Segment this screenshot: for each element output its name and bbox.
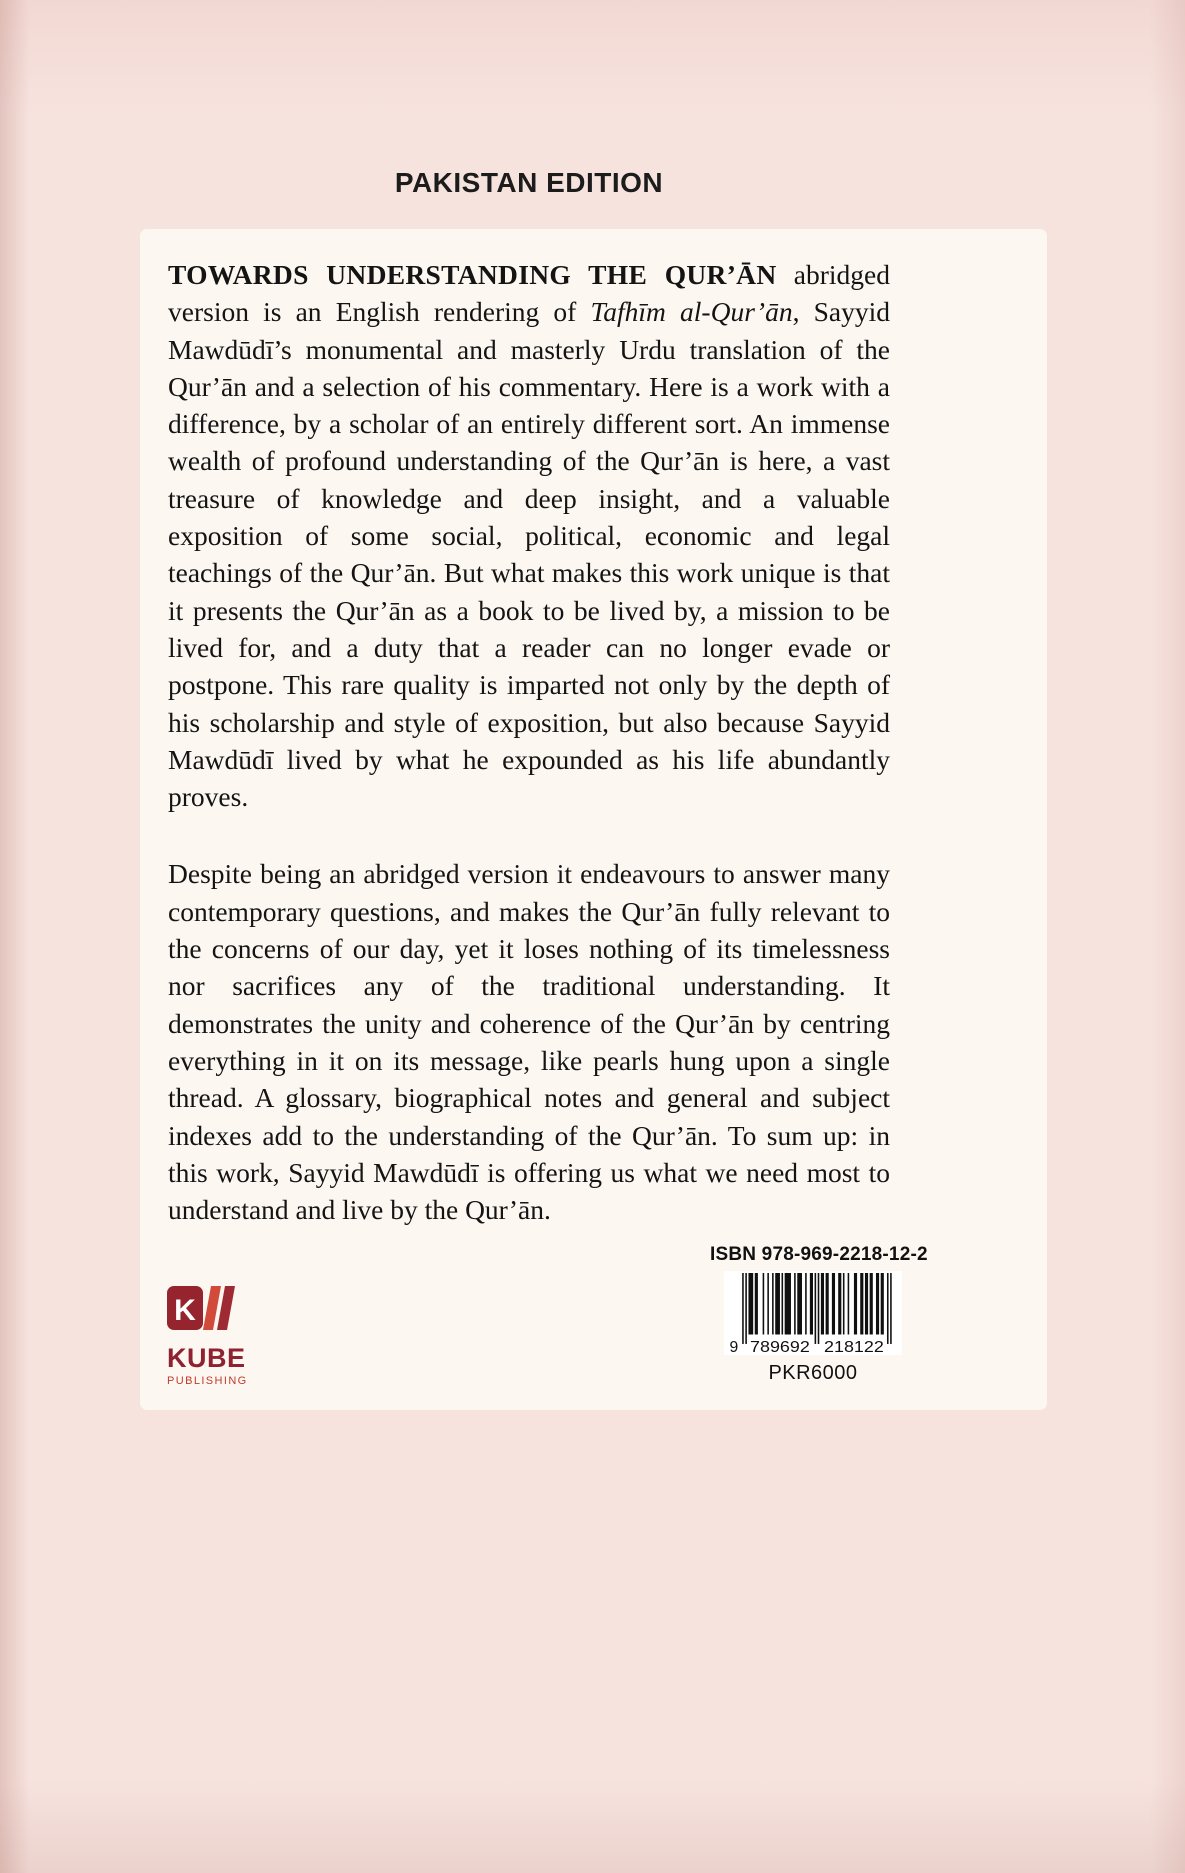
edition-heading: PAKISTAN EDITION — [394, 167, 664, 198]
publisher-name: KUBE — [167, 1343, 246, 1373]
content-panel — [140, 229, 1047, 1410]
tafhim-title: Tafhīm al-Qur’ān — [590, 296, 793, 328]
synopsis-paragraph-2: Despite being an abridged version it endeavours to answer many contemporary questions, and makes the Qur’ān fully relevant to the concerns of our day, yet it loses nothing of its timelessness nor sacrifices any of the traditional understanding. It demonstrates the unity and coherence of the Qur’ān by centring everything in it on its message, like pearls hung upon a single thread. A glossary, biographical notes and general and subject indexes add to the understanding of the Qur’ān. To sum up: in this work, Sayyid Mawdūdī is offering us what we need most to understand and live by the Qur’ān. — [168, 858, 890, 1226]
book-title-lead: TOWARDS UNDERSTANDING THE QUR’ĀN — [168, 259, 777, 290]
synopsis-paragraph-1 — [168, 256, 890, 815]
synopsis-text-block — [140, 229, 1047, 1228]
kube-logo-icon — [167, 1281, 237, 1335]
barcode — [724, 1271, 902, 1355]
svg-text:9: 9 — [729, 1338, 739, 1355]
svg-text:218122: 218122 — [824, 1338, 884, 1355]
isbn-number: ISBN 978-969-2218-12-2 — [710, 1244, 928, 1265]
barcode-graphic — [728, 1273, 898, 1355]
svg-text:789692: 789692 — [750, 1338, 810, 1355]
publisher-subtitle: PUBLISHING — [167, 1375, 248, 1387]
synopsis-segment: abridged version is an English rendering of — [168, 259, 890, 328]
price: PKR6000 — [768, 1362, 858, 1384]
isbn-block — [710, 1244, 928, 1385]
svg-text:K: K — [174, 1294, 196, 1327]
publisher-logo-block — [167, 1281, 307, 1387]
synopsis-segment: , Sayyid Mawdūdī’s monumental and masterly Urdu translation of the Qur’ān and a selection of his commentary. Here is a work with a difference, by a scholar of an entirely different sort. An immense wealth of profound understanding of the Qur’ān is here, a vast treasure of knowledge and deep insight, and a valuable exposition of some social, political, economic and legal teachings of the Qur’ān. But what makes this work unique is that it presents the Qur’ān as a book to be lived by, a mission to be lived for, and a duty that a reader can no longer evade or postpone. This rare quality is imparted not only by the depth of his scholarship and style of exposition, but also because Sayyid Mawdūdī lived by what he expounded as his life abundantly proves. — [168, 296, 891, 813]
